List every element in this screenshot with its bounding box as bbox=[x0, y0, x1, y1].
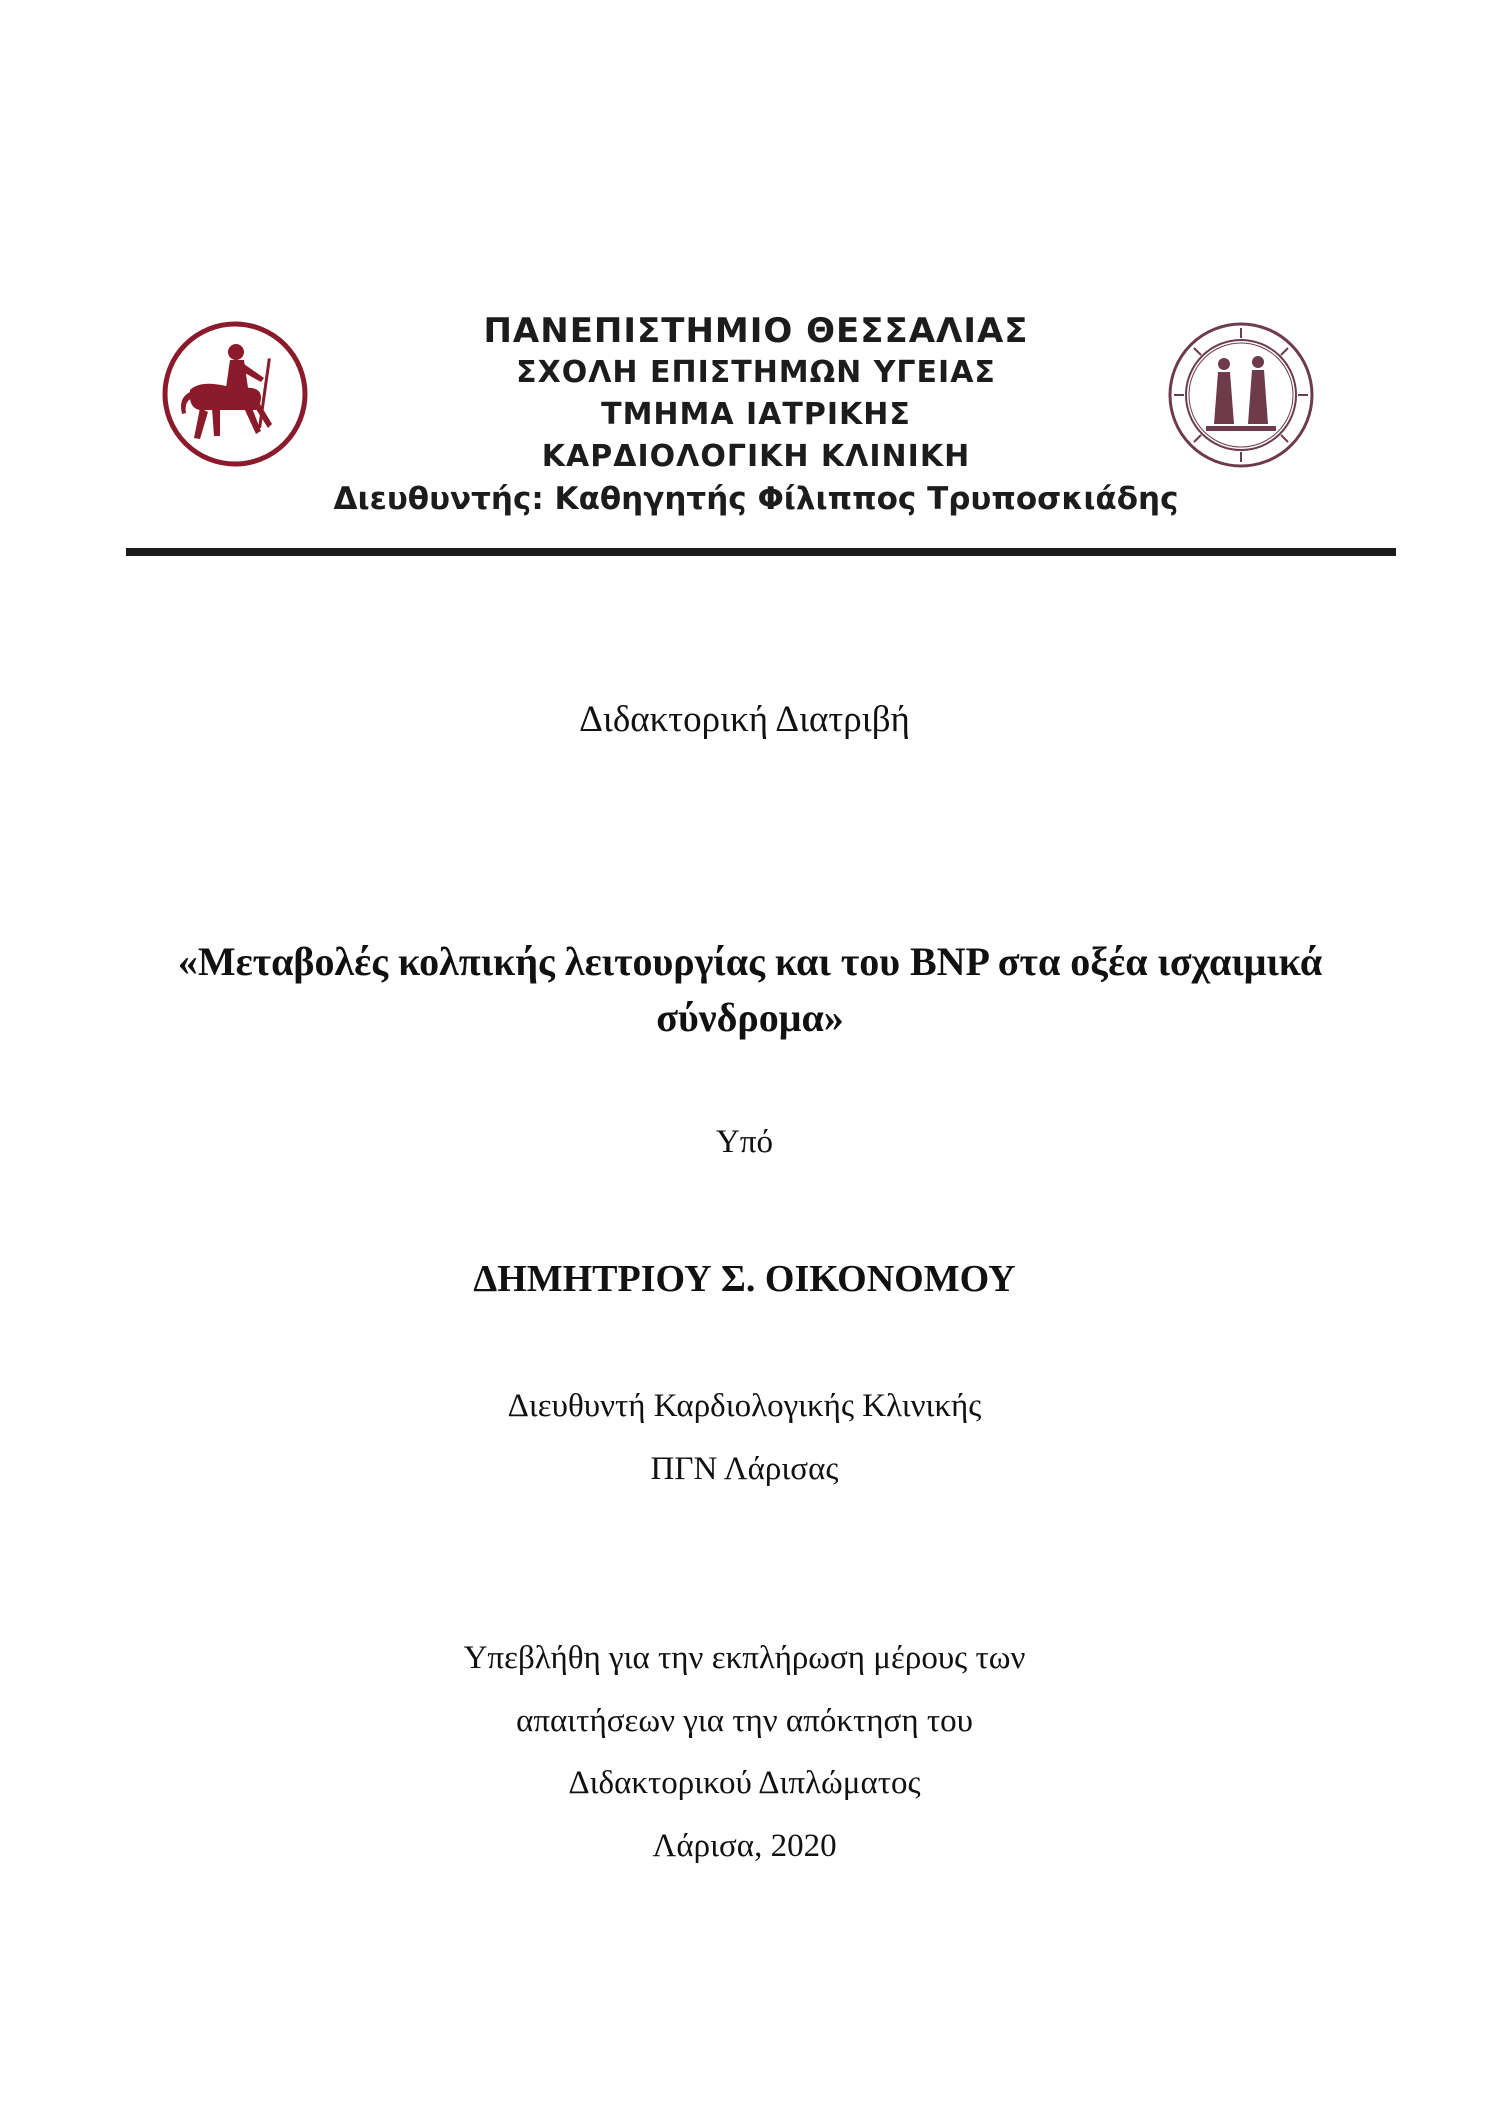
thesis-title: «Μεταβολές κολπικής λειτουργίας και του BNP στα οξέα ισχαιμικά σύνδρομα» bbox=[177, 939, 1323, 1040]
place-date: Λάρισα, 2020 bbox=[652, 1828, 837, 1864]
document-type: Διδακτορική Διατριβή bbox=[579, 699, 910, 740]
university-name: ΠΑΝΕΠΙΣΤΗΜΙΟ ΘΕΣΣΑΛΙΑΣ bbox=[483, 311, 1029, 351]
department-name: ΤΜΗΜΑ ΙΑΤΡΙΚΗΣ bbox=[601, 397, 911, 432]
submission-line1: Υπεβλήθη για την εκπλήρωση μέρους των bbox=[463, 1640, 1026, 1676]
university-seal-icon bbox=[1166, 320, 1316, 470]
institution-header bbox=[126, 300, 1396, 540]
submission-line3: Διδακτορικού Διπλώματος bbox=[568, 1765, 921, 1801]
by-label: Υπό bbox=[716, 1124, 773, 1160]
institution-lines bbox=[306, 310, 1206, 520]
author-affiliation-line2: ΠΓΝ Λάρισας bbox=[650, 1451, 839, 1487]
header-divider bbox=[126, 548, 1396, 556]
author-affiliation-line1: Διευθυντή Καρδιολογικής Κλινικής bbox=[507, 1388, 982, 1424]
author-name: ΔΗΜΗΤΡΙΟΥ Σ. ΟΙΚΟΝΟΜΟΥ bbox=[473, 1258, 1016, 1300]
submission-line2: απαιτήσεων για την απόκτηση του bbox=[516, 1703, 973, 1739]
university-centaur-logo-icon bbox=[160, 318, 310, 470]
director-name: Διευθυντής: Καθηγητής Φίλιππος Τρυποσκιάδης bbox=[333, 481, 1179, 517]
clinic-name: ΚΑΡΔΙΟΛΟΓΙΚΗ ΚΛΙΝΙΚΗ bbox=[541, 439, 971, 474]
school-name: ΣΧΟΛΗ ΕΠΙΣΤΗΜΩΝ ΥΓΕΙΑΣ bbox=[516, 355, 996, 390]
